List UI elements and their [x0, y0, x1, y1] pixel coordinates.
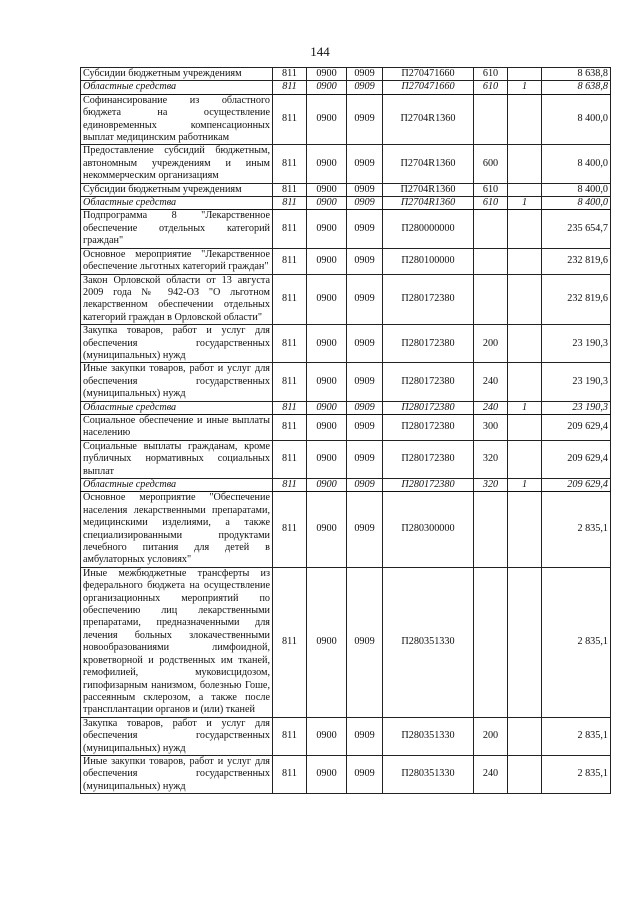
row-funding-source — [508, 68, 542, 81]
row-admin-code: 811 — [273, 248, 307, 274]
row-section-code: 0900 — [307, 68, 347, 81]
row-amount: 8 400,0 — [542, 94, 611, 145]
row-subsection-code: 0909 — [347, 274, 383, 325]
row-subsection-code: 0909 — [347, 248, 383, 274]
row-target-article: П2704R1360 — [383, 145, 474, 183]
row-expense-type: 320 — [474, 479, 508, 492]
row-section-code: 0900 — [307, 183, 347, 196]
row-expense-type — [474, 94, 508, 145]
row-section-code: 0900 — [307, 492, 347, 567]
row-amount: 23 190,3 — [542, 325, 611, 363]
row-subsection-code: 0909 — [347, 197, 383, 210]
row-target-article: П280172380 — [383, 401, 474, 414]
row-funding-source — [508, 363, 542, 401]
table-row-regional-funds — [81, 197, 611, 210]
row-name: Областные средства — [81, 479, 273, 492]
row-expense-type: 300 — [474, 414, 508, 440]
row-section-code: 0900 — [307, 567, 347, 717]
row-expense-type: 610 — [474, 183, 508, 196]
row-expense-type: 240 — [474, 755, 508, 793]
row-admin-code: 811 — [273, 717, 307, 755]
row-target-article: П270471660 — [383, 68, 474, 81]
row-section-code: 0900 — [307, 401, 347, 414]
row-expense-type — [474, 210, 508, 248]
row-section-code: 0900 — [307, 94, 347, 145]
row-section-code: 0900 — [307, 440, 347, 478]
row-admin-code: 811 — [273, 440, 307, 478]
row-funding-source: 1 — [508, 197, 542, 210]
row-expense-type — [474, 567, 508, 717]
row-section-code: 0900 — [307, 81, 347, 94]
row-name: Закупка товаров, работ и услуг для обеспечения государственных (муниципальных) нужд — [81, 717, 273, 755]
table-row — [81, 68, 611, 81]
page-number: 144 — [310, 44, 330, 59]
row-amount: 232 819,6 — [542, 248, 611, 274]
row-admin-code: 811 — [273, 492, 307, 567]
row-admin-code: 811 — [273, 363, 307, 401]
row-name: Предоставление субсидий бюджетным, автономным учреждениям и иным некоммерческим организациям — [81, 145, 273, 183]
row-target-article: П280351330 — [383, 717, 474, 755]
row-target-article: П280300000 — [383, 492, 474, 567]
row-name: Субсидии бюджетным учреждениям — [81, 183, 273, 196]
row-target-article: П280351330 — [383, 567, 474, 717]
row-amount: 8 400,0 — [542, 197, 611, 210]
row-funding-source: 1 — [508, 401, 542, 414]
table-row — [81, 94, 611, 145]
row-expense-type: 200 — [474, 717, 508, 755]
row-target-article: П280172380 — [383, 325, 474, 363]
row-funding-source: 1 — [508, 479, 542, 492]
row-target-article: П270471660 — [383, 81, 474, 94]
row-expense-type — [474, 274, 508, 325]
row-amount: 2 835,1 — [542, 492, 611, 567]
row-funding-source — [508, 325, 542, 363]
row-target-article: П280000000 — [383, 210, 474, 248]
row-funding-source — [508, 755, 542, 793]
row-expense-type: 610 — [474, 68, 508, 81]
table-row — [81, 492, 611, 567]
row-expense-type — [474, 492, 508, 567]
row-subsection-code: 0909 — [347, 492, 383, 567]
row-admin-code: 811 — [273, 197, 307, 210]
row-subsection-code: 0909 — [347, 183, 383, 196]
row-admin-code: 811 — [273, 94, 307, 145]
row-target-article: П280172380 — [383, 440, 474, 478]
table-row — [81, 325, 611, 363]
row-subsection-code: 0909 — [347, 81, 383, 94]
row-amount: 209 629,4 — [542, 440, 611, 478]
row-admin-code: 811 — [273, 479, 307, 492]
row-amount: 209 629,4 — [542, 414, 611, 440]
row-funding-source — [508, 183, 542, 196]
row-name: Социальное обеспечение и иные выплаты населению — [81, 414, 273, 440]
row-admin-code: 811 — [273, 414, 307, 440]
row-amount: 23 190,3 — [542, 401, 611, 414]
row-admin-code: 811 — [273, 68, 307, 81]
row-admin-code: 811 — [273, 755, 307, 793]
row-name: Социальные выплаты гражданам, кроме публичных нормативных социальных выплат — [81, 440, 273, 478]
table-row — [81, 248, 611, 274]
row-funding-source — [508, 414, 542, 440]
row-amount: 2 835,1 — [542, 567, 611, 717]
row-funding-source — [508, 717, 542, 755]
row-amount: 235 654,7 — [542, 210, 611, 248]
row-subsection-code: 0909 — [347, 440, 383, 478]
row-subsection-code: 0909 — [347, 401, 383, 414]
row-name: Закупка товаров, работ и услуг для обеспечения государственных (муниципальных) нужд — [81, 325, 273, 363]
row-expense-type: 200 — [474, 325, 508, 363]
table-row — [81, 145, 611, 183]
budget-table — [80, 67, 611, 794]
row-admin-code: 811 — [273, 401, 307, 414]
row-name: Областные средства — [81, 81, 273, 94]
row-expense-type — [474, 248, 508, 274]
table-row-regional-funds — [81, 401, 611, 414]
row-section-code: 0900 — [307, 755, 347, 793]
row-section-code: 0900 — [307, 363, 347, 401]
row-section-code: 0900 — [307, 479, 347, 492]
row-amount: 2 835,1 — [542, 755, 611, 793]
row-section-code: 0900 — [307, 274, 347, 325]
row-target-article: П280351330 — [383, 755, 474, 793]
row-section-code: 0900 — [307, 145, 347, 183]
row-funding-source — [508, 145, 542, 183]
row-subsection-code: 0909 — [347, 325, 383, 363]
row-name: Областные средства — [81, 197, 273, 210]
row-name: Иные межбюджетные трансферты из федерального бюджета на осуществление организационных мероприятий по обеспечению лиц лекарственными препаратами, предназначенными для лечения больных злокачественными новообразованиями лимфоидной, кроветворной и родственных им тканей, гемофилией, муковисцидозом, гипофизарным нанизмом, болезнью Гоше, рассеянным склерозом, а также после трансплантации органов и (или) тканей — [81, 567, 273, 717]
row-subsection-code: 0909 — [347, 145, 383, 183]
row-subsection-code: 0909 — [347, 210, 383, 248]
row-admin-code: 811 — [273, 183, 307, 196]
row-target-article: П280172380 — [383, 363, 474, 401]
row-admin-code: 811 — [273, 325, 307, 363]
table-row — [81, 414, 611, 440]
row-amount: 8 400,0 — [542, 145, 611, 183]
row-name: Основное мероприятие "Обеспечение населения лекарственными препаратами, медицинскими изделиями, а также специализированными продуктами лечебного питания для детей в амбулаторных условиях" — [81, 492, 273, 567]
row-funding-source — [508, 274, 542, 325]
table-row-regional-funds — [81, 479, 611, 492]
row-funding-source — [508, 210, 542, 248]
row-subsection-code: 0909 — [347, 755, 383, 793]
row-amount: 232 819,6 — [542, 274, 611, 325]
row-name: Областные средства — [81, 401, 273, 414]
row-name: Иные закупки товаров, работ и услуг для обеспечения государственных (муниципальных) нужд — [81, 363, 273, 401]
row-funding-source — [508, 440, 542, 478]
row-subsection-code: 0909 — [347, 414, 383, 440]
table-row — [81, 274, 611, 325]
row-subsection-code: 0909 — [347, 567, 383, 717]
row-subsection-code: 0909 — [347, 479, 383, 492]
row-funding-source — [508, 492, 542, 567]
row-amount: 8 400,0 — [542, 183, 611, 196]
row-expense-type: 610 — [474, 81, 508, 94]
row-admin-code: 811 — [273, 145, 307, 183]
table-row-regional-funds — [81, 81, 611, 94]
row-target-article: П280100000 — [383, 248, 474, 274]
table-row — [81, 210, 611, 248]
row-amount: 8 638,8 — [542, 68, 611, 81]
row-amount: 2 835,1 — [542, 717, 611, 755]
table-row — [81, 440, 611, 478]
row-admin-code: 811 — [273, 210, 307, 248]
row-expense-type: 240 — [474, 363, 508, 401]
row-subsection-code: 0909 — [347, 68, 383, 81]
row-admin-code: 811 — [273, 274, 307, 325]
table-row — [81, 717, 611, 755]
row-amount: 209 629,4 — [542, 479, 611, 492]
row-funding-source — [508, 94, 542, 145]
row-admin-code: 811 — [273, 81, 307, 94]
row-name: Основное мероприятие "Лекарственное обеспечение льготных категорий граждан" — [81, 248, 273, 274]
row-subsection-code: 0909 — [347, 94, 383, 145]
table-row — [81, 567, 611, 717]
row-amount: 23 190,3 — [542, 363, 611, 401]
row-expense-type: 320 — [474, 440, 508, 478]
row-admin-code: 811 — [273, 567, 307, 717]
row-subsection-code: 0909 — [347, 717, 383, 755]
row-name: Подпрограмма 8 "Лекарственное обеспечение отдельных категорий граждан" — [81, 210, 273, 248]
table-row — [81, 183, 611, 196]
row-funding-source: 1 — [508, 81, 542, 94]
row-funding-source — [508, 567, 542, 717]
row-amount: 8 638,8 — [542, 81, 611, 94]
row-name: Софинансирование из областного бюджета на осуществление единовременных компенсационных выплат медицинским работникам — [81, 94, 273, 145]
row-section-code: 0900 — [307, 210, 347, 248]
row-section-code: 0900 — [307, 325, 347, 363]
row-name: Иные закупки товаров, работ и услуг для обеспечения государственных (муниципальных) нужд — [81, 755, 273, 793]
row-funding-source — [508, 248, 542, 274]
row-section-code: 0900 — [307, 414, 347, 440]
table-row — [81, 363, 611, 401]
row-expense-type: 600 — [474, 145, 508, 183]
row-expense-type: 240 — [474, 401, 508, 414]
row-target-article: П2704R1360 — [383, 183, 474, 196]
row-target-article: П2704R1360 — [383, 94, 474, 145]
table-row — [81, 755, 611, 793]
row-target-article: П2704R1360 — [383, 197, 474, 210]
row-target-article: П280172380 — [383, 414, 474, 440]
row-target-article: П280172380 — [383, 274, 474, 325]
row-name: Субсидии бюджетным учреждениям — [81, 68, 273, 81]
row-section-code: 0900 — [307, 717, 347, 755]
row-subsection-code: 0909 — [347, 363, 383, 401]
row-section-code: 0900 — [307, 248, 347, 274]
row-name: Закон Орловской области от 13 августа 2009 года № 942-ОЗ "О льготном лекарственном обеспечении отдельных категорий граждан в Орловской области" — [81, 274, 273, 325]
row-target-article: П280172380 — [383, 479, 474, 492]
row-expense-type: 610 — [474, 197, 508, 210]
row-section-code: 0900 — [307, 197, 347, 210]
